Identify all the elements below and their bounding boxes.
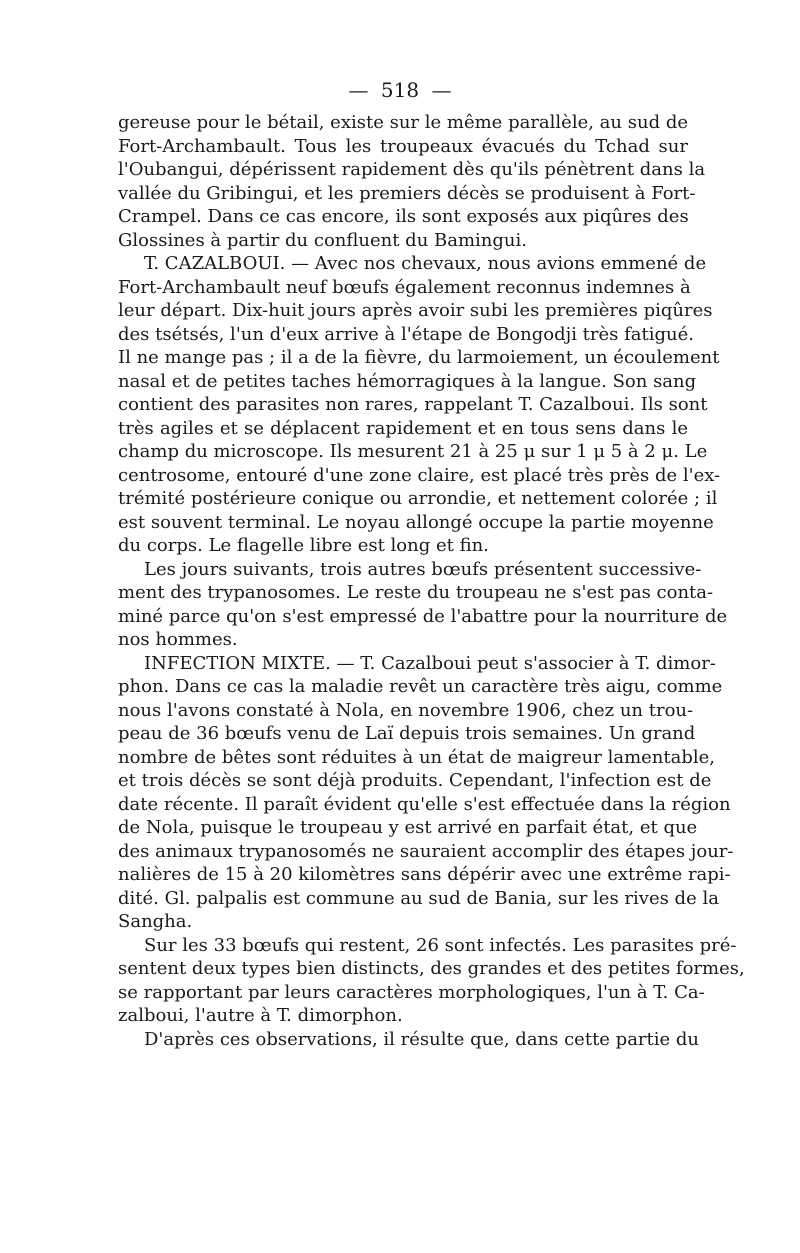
page-number: 518 xyxy=(380,78,420,102)
text-line: des tsétsés, l'un d'eux arrive à l'étape de Bongodji très fatigué. xyxy=(118,323,694,345)
header-dash-right: — xyxy=(431,78,452,102)
text-line: centrosome, entouré d'une zone claire, est placé très près de l'ex- xyxy=(118,464,721,486)
text-line: INFECTION MIXTE. — T. Cazalboui peut s'associer à T. dimor- xyxy=(144,652,716,674)
page-header xyxy=(0,78,800,102)
body-text xyxy=(118,111,745,1051)
text-line: Crampel. Dans ce cas encore, ils sont exposés aux piqûres des xyxy=(118,206,689,227)
text-line: nos hommes. xyxy=(118,629,238,650)
text-line: nombre de bêtes sont réduites à un état de maigreur lamentable, xyxy=(118,746,716,768)
text-line: gereuse pour le bétail, existe sur le même parallèle, au sud de xyxy=(118,112,688,133)
text-line: très agiles et se déplacent rapidement et en tous sens dans le xyxy=(118,417,688,439)
text-line: Il ne mange pas ; il a de la fièvre, du larmoiement, un écoulement xyxy=(118,347,720,368)
text-line: dité. Gl. palpalis est commune au sud de Bania, sur les rives de la xyxy=(118,887,719,909)
text-line: ment des trypanosomes. Le reste du troupeau ne s'est pas conta- xyxy=(118,582,714,603)
text-line: se rapportant par leurs caractères morphologiques, l'un à T. Ca- xyxy=(118,981,705,1003)
text-line: de Nola, puisque le troupeau y est arrivé en parfait état, et que xyxy=(118,817,698,838)
text-line: contient des parasites non rares, rappelant T. Cazalboui. Ils sont xyxy=(118,394,708,415)
text-line: l'Oubangui, dépérissent rapidement dès qu'ils pénètrent dans la xyxy=(118,159,706,180)
text-line: et trois décès se sont déjà produits. Cependant, l'infection est de xyxy=(118,770,712,791)
text-line: champ du microscope. Ils mesurent 21 à 25 μ sur 1 μ 5 à 2 μ. Le xyxy=(118,441,708,462)
text-line: date récente. Il paraît évident qu'elle s'est effectuée dans la région xyxy=(118,793,731,815)
text-line: phon. Dans ce cas la maladie revêt un caractère très aigu, comme xyxy=(118,676,723,697)
text-line: sentent deux types bien distincts, des grandes et des petites formes, xyxy=(118,958,745,979)
text-line: est souvent terminal. Le noyau allongé occupe la partie moyenne xyxy=(118,511,714,533)
text-line: Fort-Archambault neuf bœufs également reconnus indemnes à xyxy=(118,276,691,298)
text-line: Sur les 33 bœufs qui restent, 26 sont infectés. Les parasites pré- xyxy=(144,934,737,956)
text-line: Fort-Archambault. Tous les troupeaux évacués du Tchad sur xyxy=(118,135,688,157)
text-line: D'après ces observations, il résulte que, dans cette partie du xyxy=(144,1028,700,1050)
text-line: Les jours suivants, trois autres bœufs présentent successive- xyxy=(144,558,702,580)
text-line: trémité postérieure conique ou arrondie, et nettement colorée ; il xyxy=(118,488,718,509)
text-line: nalières de 15 à 20 kilomètres sans dépérir avec une extrême rapi- xyxy=(118,864,731,885)
text-line: zalboui, l'autre à T. dimorphon. xyxy=(118,1005,403,1026)
text-line: T. CAZALBOUI. — Avec nos chevaux, nous avions emmené de xyxy=(144,253,707,274)
text-line: peau de 36 bœufs venu de Laï depuis trois semaines. Un grand xyxy=(118,723,696,744)
text-line: du corps. Le flagelle libre est long et fin. xyxy=(118,535,489,556)
header-dash-left: — xyxy=(348,78,369,102)
text-line: vallée du Gribingui, et les premiers décès se produisent à Fort- xyxy=(118,182,696,204)
text-line: nous l'avons constaté à Nola, en novembre 1906, chez un trou- xyxy=(118,699,694,721)
text-line: Sangha. xyxy=(118,911,193,932)
text-line: nasal et de petites taches hémorragiques à la langue. Son sang xyxy=(118,370,697,392)
text-line: Glossines à partir du confluent du Bamingui. xyxy=(118,229,527,251)
text-line: miné parce qu'on s'est empressé de l'abattre pour la nourriture de xyxy=(118,605,728,627)
text-line: des animaux trypanosomés ne sauraient accomplir des étapes jour- xyxy=(118,840,734,862)
text-line: leur départ. Dix-huit jours après avoir subi les premières piqûres xyxy=(118,300,713,321)
